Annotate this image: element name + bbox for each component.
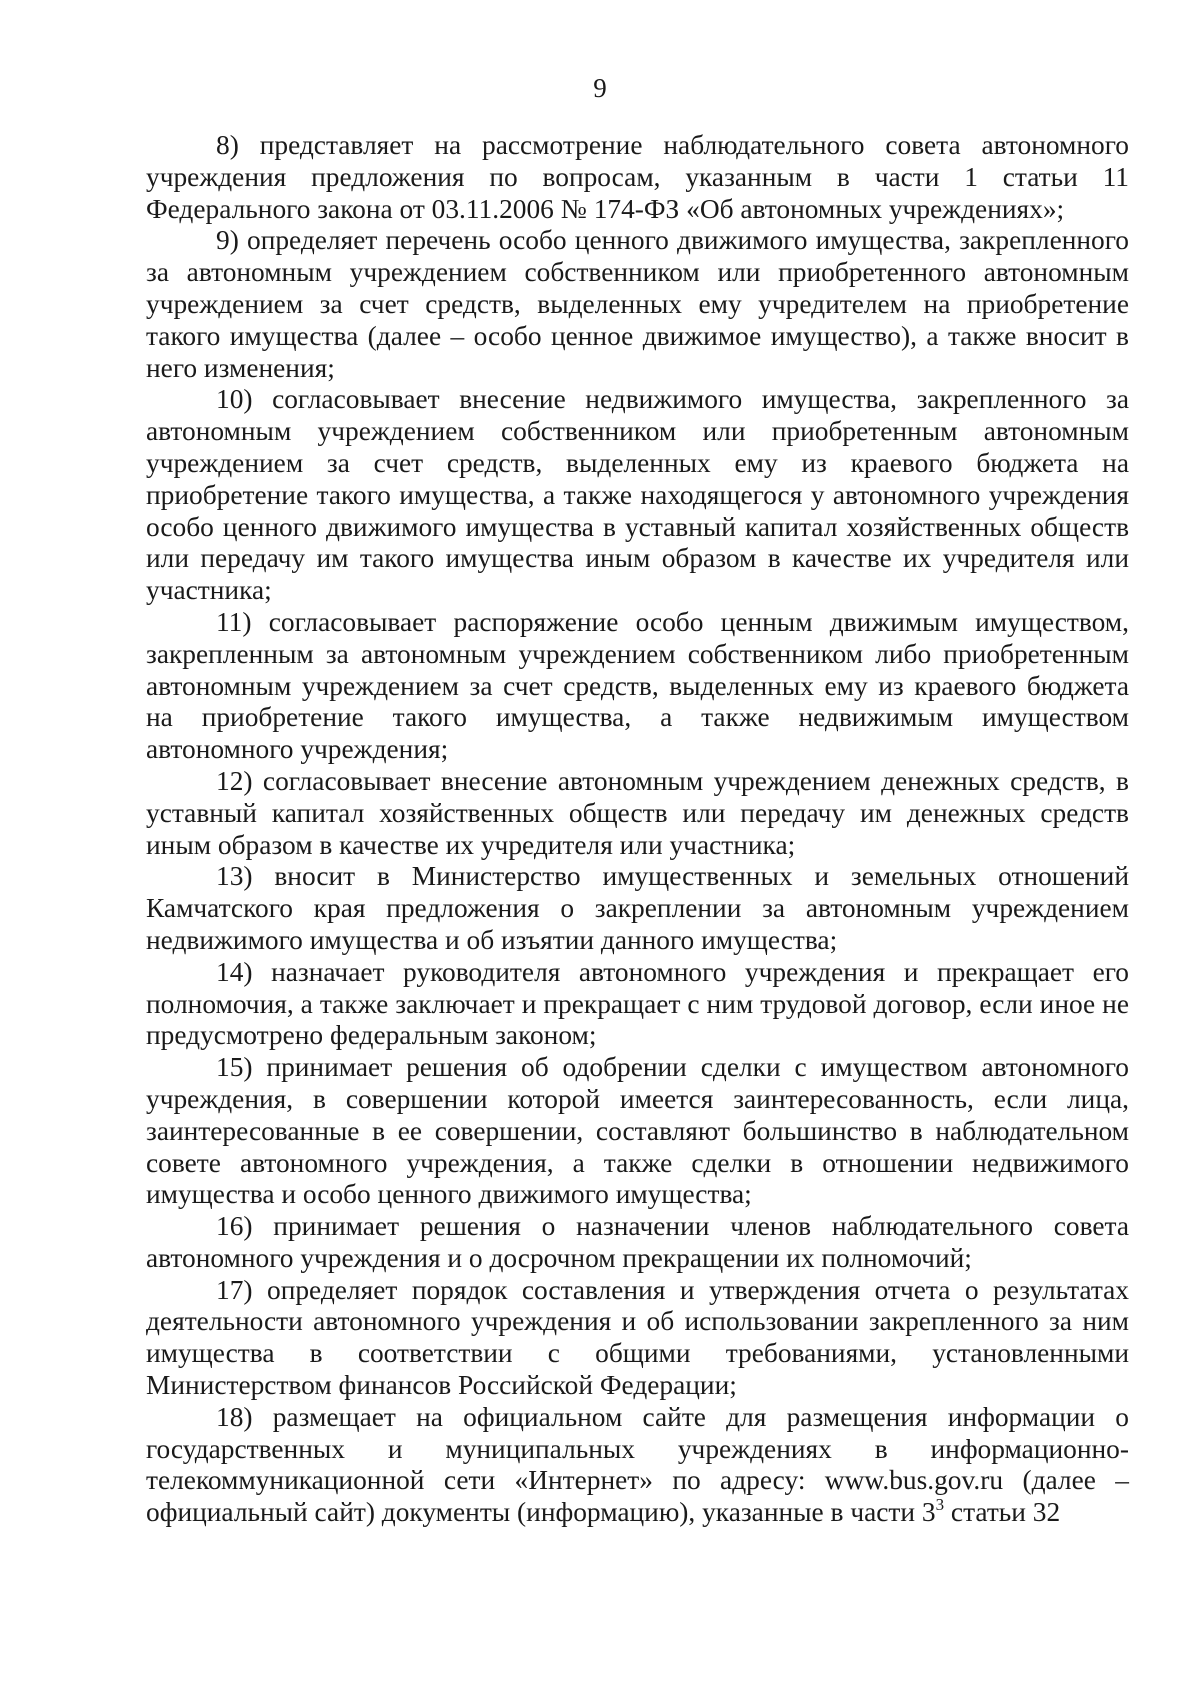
paragraph-item-15: 15) принимает решения об одобрении сделки с имуществом автономного учреждения, в совершении которой имеется заинтересованность, если лица, заинтересованные в ее совершении, составляют большинство в наблюдательном совете автономного учреждения, а также сделки в отношении недвижимого имущества и особо ценного движимого имущества; [146,1052,1129,1210]
paragraph-item-11: 11) согласовывает распоряжение особо ценным движимым имуществом, закрепленным за автономным учреждением собственником либо приобретенным автономным учреждением за счет средств, выделенных ему из краевого бюджета на приобретение такого имущества, а также недвижимым имуществом автономного учреждения; [146,606,1129,765]
paragraph-18-text: 18) размещает на официальном сайте для размещения информации о государственных и муниципальных учреждениях в информационно-телекоммуникационной сети «Интернет» по адресу: www.bus.gov.ru (далее – официальный сайт) документы (информацию), указанные в части 3 [146,1401,1129,1528]
paragraph-item-16: 16) принимает решения о назначении членов наблюдательного совета автономного учреждения и о досрочном прекращении их полномочий; [146,1211,1129,1273]
paragraph-item-13: 13) вносит в Министерство имущественных и земельных отношений Камчатского края предложения о закреплении за автономным учреждением недвижимого имущества и об изъятии данного имущества; [146,861,1129,955]
page-number: 9 [593,73,607,103]
paragraph-item-14: 14) назначает руководителя автономного учреждения и прекращает его полномочия, а также заключает и прекращает с ним трудовой договор, если иное не предусмотрено федеральным законом; [146,956,1129,1051]
paragraph-item-10: 10) согласовывает внесение недвижимого имущества, закрепленного за автономным учреждением собственником или приобретенным автономным учреждением за счет средств, выделенных ему из краевого бюджета на приобретение такого имущества, а также находящегося у автономного учреждения особо ценного движимого имущества в уставный капитал хозяйственных обществ или передачу им такого имущества иным образом в качестве их учредителя или участника; [146,384,1129,606]
paragraph-18-tail: статьи 32 [944,1497,1061,1528]
superscript-part-number: 3 [935,1495,945,1515]
paragraph-item-18 [146,1402,1129,1529]
paragraph-item-8: 8) представляет на рассмотрение наблюдательного совета автономного учреждения предложения по вопросам, указанным в части 1 статьи 11 Федерального закона от 03.11.2006 № 174-ФЗ «Об автономных учреждениях»; [146,130,1129,224]
document-body [146,130,1129,1529]
paragraph-item-9: 9) определяет перечень особо ценного движимого имущества, закрепленного за автономным учреждением собственником или приобретенного автономным учреждением за счет средств, выделенных ему учредителем на приобретение такого имущества (далее – особо ценное движимое имущество), а также вносит в него изменения; [146,225,1129,383]
paragraph-item-12: 12) согласовывает внесение автономным учреждением денежных средств, в уставный капитал хозяйственных обществ или передачу им денежных средств иным образом в качестве их учредителя или участника; [146,765,1129,860]
paragraph-item-17: 17) определяет порядок составления и утверждения отчета о результатах деятельности автономного учреждения и об использовании закрепленного за ним имущества в соответствии с общими требованиями, установленными Министерством финансов Российской Федерации; [146,1274,1129,1401]
